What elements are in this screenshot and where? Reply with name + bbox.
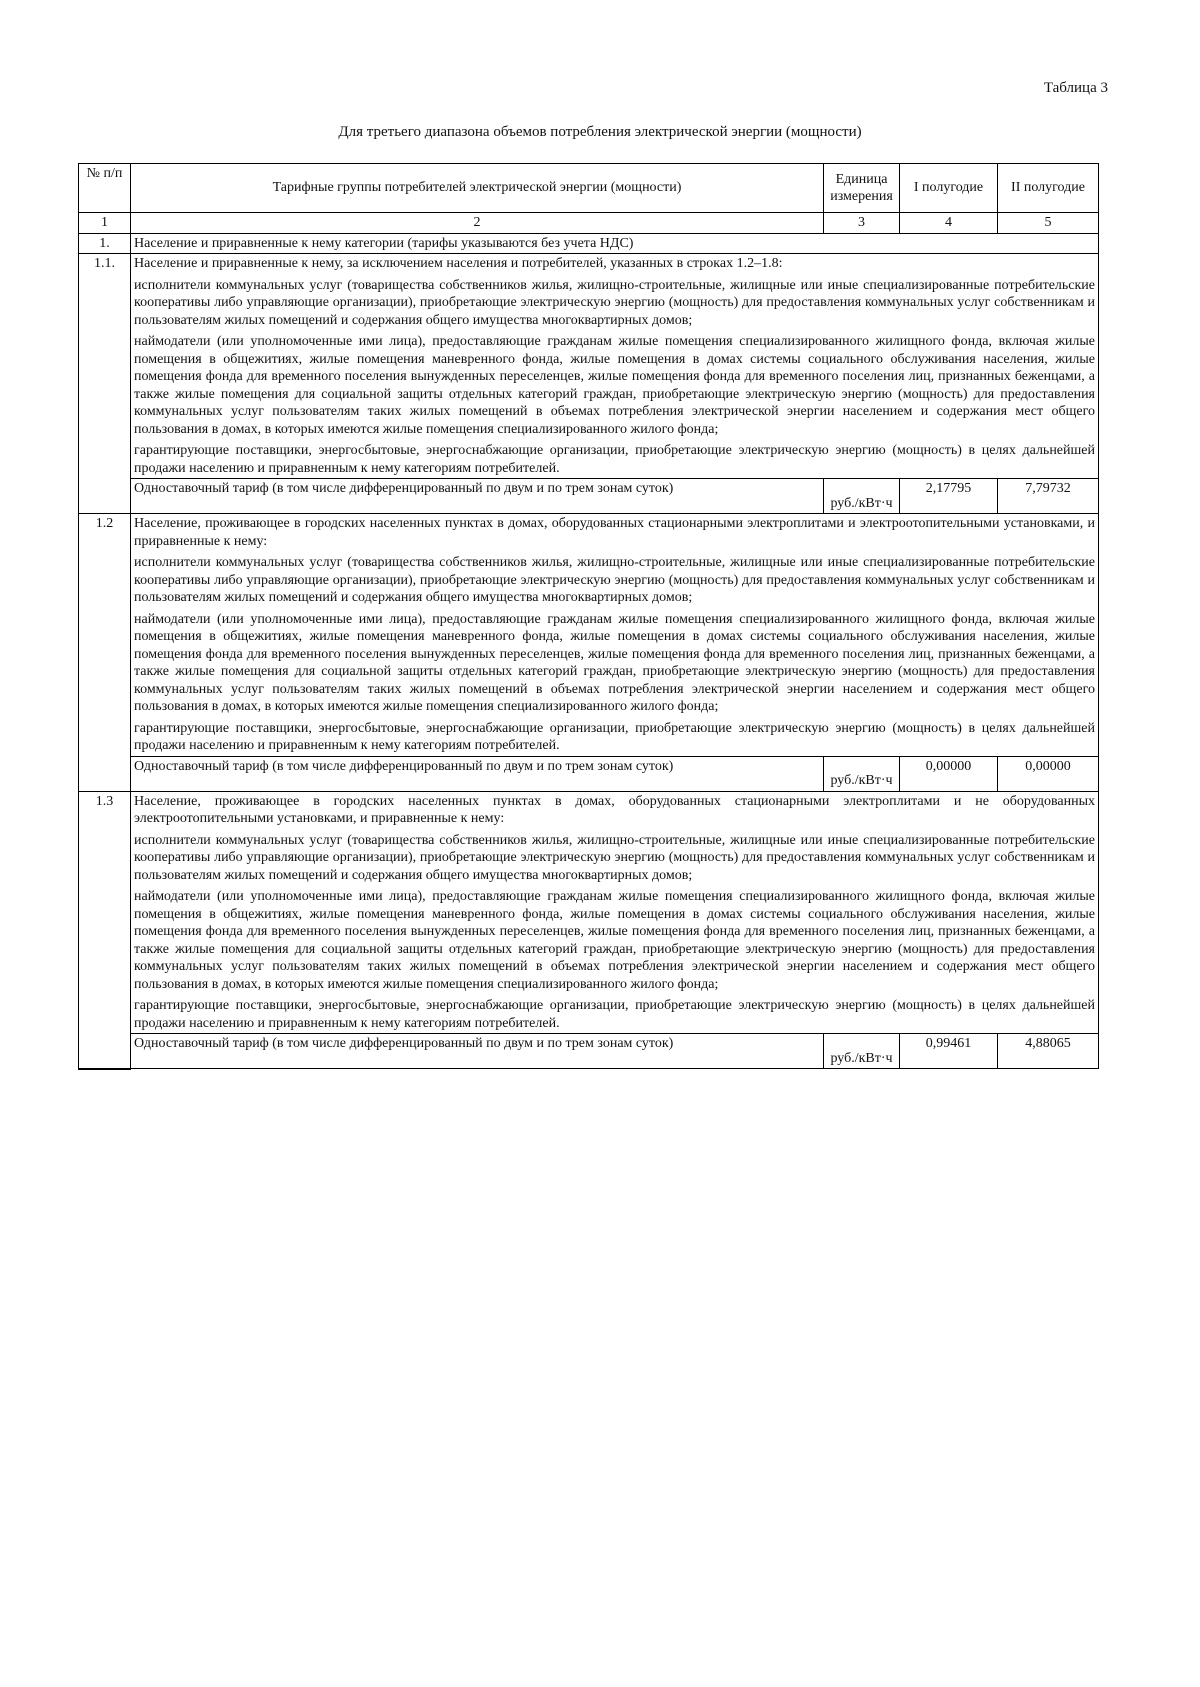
col-number: 5 — [998, 213, 1099, 234]
tariff-table — [78, 163, 1099, 1070]
group-paragraph: наймодатели (или уполномоченные ими лица), предоставляющие гражданам жилые помещения специализированного жилищного фонда, включая жилые помещения в общежитиях, жилые помещения маневренного фонда, жилые помещения в домах системы социального обслуживания населения, жилые помещения фонда для временного поселения вынужденных переселенцев, жилые помещения фонда для временного поселения лиц, признанных беженцами, а также жилые помещения для социальной защиты отдельных категорий граждан, приобретающие электрическую энергию (мощность) для предоставления коммунальных услуг пользователям таких жилых помещений в объемах потребления электрической энергии населением и содержания мест общего пользования в домах, в которых имеются жилые помещения специализированного жилого фонда; — [134, 889, 1095, 992]
section-row — [79, 233, 1099, 254]
col-number: 2 — [131, 213, 824, 234]
tariff-value-h2: 0,00000 — [998, 756, 1099, 791]
header-row — [79, 164, 1099, 213]
col-number: 4 — [900, 213, 998, 234]
group-number: 1.3 — [79, 791, 131, 1069]
tariff-value-h1: 2,17795 — [900, 479, 998, 514]
tariff-value-h2: 4,88065 — [998, 1034, 1099, 1069]
group-row — [79, 791, 1099, 1034]
tariff-value-h2: 7,79732 — [998, 479, 1099, 514]
section-number: 1. — [79, 233, 131, 254]
group-paragraph: гарантирующие поставщики, энергосбытовые, энергоснабжающие организации, приобретающие электрическую энергию (мощность) в целях дальнейшей продажи населению и приравненным к нему категориям потребителей. — [134, 720, 1095, 753]
column-number-row — [79, 213, 1099, 234]
tariff-value-h1: 0,00000 — [900, 756, 998, 791]
document-title: Для третьего диапазона объемов потребления электрической энергии (мощности) — [338, 124, 862, 140]
group-description — [131, 514, 1099, 757]
group-paragraph: наймодатели (или уполномоченные ими лица), предоставляющие гражданам жилые помещения специализированного жилищного фонда, включая жилые помещения в общежитиях, жилые помещения маневренного фонда, жилые помещения в домах системы социального обслуживания населения, жилые помещения фонда для временного поселения вынужденных переселенцев, жилые помещения фонда для временного поселения лиц, признанных беженцами, а также жилые помещения для социальной защиты отдельных категорий граждан, приобретающие электрическую энергию (мощность) для предоставления коммунальных услуг пользователям таких жилых помещений в объемах потребления электрической энергии населением и содержания мест общего пользования в домах, в которых имеются жилые помещения специализированного жилого фонда; — [134, 334, 1095, 437]
group-number: 1.1. — [79, 254, 131, 514]
col-header-h1: I полугодие — [900, 164, 998, 213]
tariff-unit: руб./кВт·ч — [824, 1034, 900, 1069]
group-paragraph: гарантирующие поставщики, энергосбытовые, энергоснабжающие организации, приобретающие электрическую энергию (мощность) в целях дальнейшей продажи населению и приравненным к нему категориям потребителей. — [134, 998, 1095, 1031]
tariff-label: Одноставочный тариф (в том числе дифференцированный по двум и по трем зонам суток) — [131, 479, 824, 514]
col-number: 1 — [79, 213, 131, 234]
group-heading: Население и приравненные к нему, за исключением населения и потребителей, указанных в строках 1.2–1.8: — [134, 256, 783, 271]
table-label: Таблица 3 — [1043, 80, 1108, 96]
tariff-row — [79, 756, 1099, 791]
tariff-label: Одноставочный тариф (в том числе дифференцированный по двум и по трем зонам суток) — [131, 1034, 824, 1069]
group-description — [131, 791, 1099, 1034]
group-paragraph: гарантирующие поставщики, энергосбытовые, энергоснабжающие организации, приобретающие электрическую энергию (мощность) в целях дальнейшей продажи населению и приравненным к нему категориям потребителей. — [134, 443, 1095, 476]
group-row — [79, 514, 1099, 757]
tariff-unit: руб./кВт·ч — [824, 479, 900, 514]
col-header-unit: Единица измерения — [824, 164, 900, 213]
group-paragraph: исполнители коммунальных услуг (товарищества собственников жилья, жилищно-строительные, жилищные или иные специализированные потребительские кооперативы либо управляющие организации), приобретающие электрическую энергию (мощность) для предоставления коммунальных услуг собственникам и пользователям жилых помещений и содержания общего имущества многоквартирных домов; — [134, 832, 1095, 883]
col-header-h2: II полугодие — [998, 164, 1099, 213]
col-header-num: № п/п — [79, 164, 131, 213]
group-number: 1.2 — [79, 514, 131, 792]
section-title: Население и приравненные к нему категории (тарифы указываются без учета НДС) — [131, 233, 1099, 254]
group-paragraph: исполнители коммунальных услуг (товарищества собственников жилья, жилищно-строительные, жилищные или иные специализированные потребительские кооперативы либо управляющие организации), приобретающие электрическую энергию (мощность) для предоставления коммунальных услуг собственникам и пользователям жилых помещений и содержания общего имущества многоквартирных домов; — [134, 555, 1095, 605]
group-paragraph: исполнители коммунальных услуг (товарищества собственников жилья, жилищно-строительные, жилищные или иные специализированные потребительские кооперативы либо управляющие организации), приобретающие электрическую энергию (мощность) для предоставления коммунальных услуг собственникам и пользователям жилых помещений и содержания общего имущества многоквартирных домов; — [134, 277, 1095, 328]
tariff-row — [79, 479, 1099, 514]
group-heading: Население, проживающее в городских населенных пунктах в домах, оборудованных стационарными электроплитами и не оборудованных электроотопительными установками, и приравненные к нему: — [134, 793, 1095, 826]
group-heading: Население, проживающее в городских населенных пунктах в домах, оборудованных стационарными электроплитами и электроотопительными установками, и приравненные к нему: — [134, 516, 1095, 549]
col-number: 3 — [824, 213, 900, 234]
tariff-row — [79, 1034, 1099, 1069]
group-row — [79, 254, 1099, 479]
group-description — [131, 254, 1099, 479]
tariff-label: Одноставочный тариф (в том числе дифференцированный по двум и по трем зонам суток) — [131, 756, 824, 791]
col-header-group: Тарифные группы потребителей электрической энергии (мощности) — [131, 164, 824, 213]
group-paragraph: наймодатели (или уполномоченные ими лица), предоставляющие гражданам жилые помещения специализированного жилищного фонда, включая жилые помещения в общежитиях, жилые помещения маневренного фонда, жилые помещения в домах системы социального обслуживания населения, жилые помещения фонда для временного поселения вынужденных переселенцев, жилые помещения фонда для временного поселения лиц, признанных беженцами, а также жилые помещения для социальной защиты отдельных категорий граждан, приобретающие электрическую энергию (мощность) для предоставления коммунальных услуг пользователям таких жилых помещений в объемах потребления электрической энергии населением и содержания мест общего пользования в домах, в которых имеются жилые помещения специализированного жилого фонда; — [134, 611, 1095, 714]
tariff-unit: руб./кВт·ч — [824, 756, 900, 791]
tariff-value-h1: 0,99461 — [900, 1034, 998, 1069]
